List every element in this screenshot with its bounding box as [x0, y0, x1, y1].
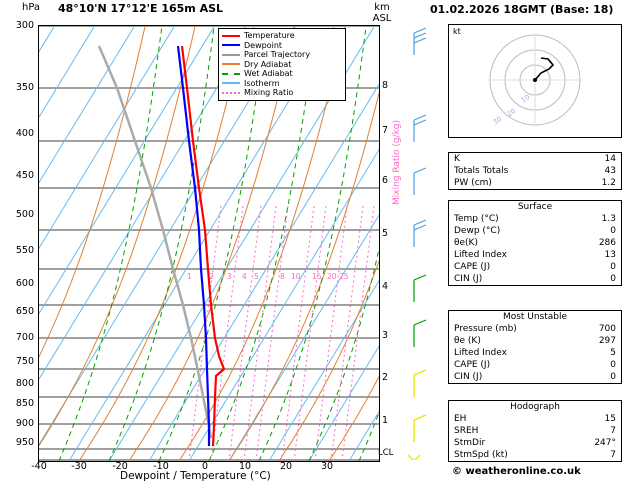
value-surface-temp: 1.3	[601, 214, 616, 224]
svg-text:10: 10	[291, 272, 301, 281]
mixing-ratio-axis-title: Mixing Ratio (g/kg)	[392, 119, 402, 205]
label-mu-pressure: Pressure (mb)	[454, 324, 517, 334]
ytick-400: 400	[15, 128, 34, 139]
svg-text:25: 25	[339, 272, 349, 281]
svg-text:10: 10	[519, 92, 532, 105]
row-surface-lifted-index	[449, 249, 621, 261]
most-unstable-title: Most Unstable	[502, 312, 568, 322]
label-mu-theta-e: θe (K)	[454, 336, 481, 346]
svg-text:30: 30	[491, 114, 504, 127]
kmtick-1: 1	[382, 415, 389, 426]
legend-item-dry-adiabat	[222, 60, 342, 70]
label-pw: PW (cm)	[454, 178, 492, 188]
legend-swatch-mixing-ratio	[222, 92, 240, 94]
row-surface-cin	[449, 273, 621, 285]
row-surface-cape	[449, 261, 621, 273]
row-mu-theta-e	[449, 335, 621, 347]
value-mu-cin: 0	[610, 372, 616, 382]
legend-label-wet-adiabat: Wet Adiabat	[244, 69, 293, 78]
wind-barb-column	[396, 25, 440, 460]
hodograph-table	[448, 400, 622, 462]
label-surface-cin: CIN (J)	[454, 274, 483, 284]
legend-swatch-wet-adiabat	[222, 73, 240, 75]
row-stmspd	[449, 449, 621, 461]
hodograph-table-title: Hodograph	[510, 402, 560, 412]
ytick-350: 350	[15, 82, 34, 93]
value-k: 14	[604, 154, 616, 164]
value-surface-lifted-index: 13	[604, 250, 616, 260]
value-stmspd: 7	[610, 450, 616, 460]
svg-text:8: 8	[280, 272, 285, 281]
row-pw	[449, 177, 621, 189]
legend-label-temperature: Temperature	[244, 31, 295, 40]
label-mu-cape: CAPE (J)	[454, 360, 491, 370]
value-stmdir: 247°	[594, 438, 616, 448]
hodograph-unit-label: kt	[453, 27, 461, 36]
svg-text:15: 15	[312, 272, 322, 281]
label-surface-temp: Temp (°C)	[454, 214, 499, 224]
value-mu-pressure: 700	[598, 324, 616, 334]
ytick-900: 900	[15, 418, 34, 429]
ytick-750: 750	[15, 356, 34, 367]
xtick--40: -40	[31, 461, 47, 472]
most-unstable-table	[448, 310, 622, 384]
kmtick-7: 7	[382, 125, 389, 136]
label-k: K	[454, 154, 460, 164]
lcl-label: LCL	[378, 448, 394, 458]
hodograph-panel	[448, 24, 622, 138]
height-axis-unit-asl: ASL	[372, 13, 392, 24]
legend-swatch-isotherm	[222, 82, 240, 84]
station-title: 48°10'N 17°12'E 165m ASL	[58, 2, 224, 15]
legend-swatch-temperature	[222, 35, 240, 37]
row-stmdir	[449, 437, 621, 449]
kmtick-2: 2	[382, 372, 389, 383]
label-eh: EH	[454, 414, 467, 424]
x-axis-title: Dewpoint / Temperature (°C)	[120, 470, 271, 482]
ytick-700: 700	[15, 332, 34, 343]
legend-swatch-parcel	[222, 54, 240, 56]
value-surface-dewp: 0	[610, 226, 616, 236]
height-axis-unit-km: km	[374, 2, 390, 13]
xtick-20: 20	[279, 461, 293, 472]
xtick-10: 10	[238, 461, 252, 472]
pressure-axis-unit: hPa	[22, 2, 41, 13]
row-surface-theta-e	[449, 237, 621, 249]
kmtick-8: 8	[382, 80, 389, 91]
ytick-650: 650	[15, 306, 34, 317]
value-surface-cape: 0	[610, 262, 616, 272]
value-surface-theta-e: 286	[598, 238, 616, 248]
row-k	[449, 153, 621, 165]
kmtick-5: 5	[382, 228, 389, 239]
ytick-600: 600	[15, 278, 34, 289]
svg-text:20: 20	[505, 106, 518, 119]
legend-item-mixing-ratio	[222, 88, 342, 98]
wind-barbs-svg	[396, 25, 440, 460]
row-mu-pressure	[449, 323, 621, 335]
label-surface-theta-e: θe(K)	[454, 238, 478, 248]
row-totals-totals	[449, 165, 621, 177]
xtick--10: -10	[153, 461, 169, 472]
legend-item-dewpoint	[222, 41, 342, 51]
xtick--20: -20	[112, 461, 128, 472]
datetime-title: 01.02.2026 18GMT (Base: 18)	[430, 3, 614, 16]
copyright-credit: © weatheronline.co.uk	[452, 466, 581, 477]
surface-table	[448, 200, 622, 286]
value-mu-cape: 0	[610, 360, 616, 370]
label-totals-totals: Totals Totals	[454, 166, 509, 176]
legend-item-parcel	[222, 50, 342, 60]
value-pw: 1.2	[601, 178, 616, 188]
label-sreh: SREH	[454, 426, 479, 436]
label-stmspd: StmSpd (kt)	[454, 450, 508, 460]
kmtick-6: 6	[382, 175, 389, 186]
row-eh	[449, 413, 621, 425]
row-mu-lifted-index	[449, 347, 621, 359]
svg-text:20: 20	[327, 272, 337, 281]
label-mu-lifted-index: Lifted Index	[454, 348, 507, 358]
value-eh: 15	[604, 414, 616, 424]
legend-label-isotherm: Isotherm	[244, 78, 280, 88]
legend-item-isotherm	[222, 79, 342, 89]
row-sreh	[449, 425, 621, 437]
xtick-0: 0	[201, 461, 209, 472]
svg-text:1: 1	[187, 272, 192, 281]
label-surface-cape: CAPE (J)	[454, 262, 491, 272]
row-mu-cin	[449, 371, 621, 383]
ytick-450: 450	[15, 170, 34, 181]
row-mu-cape	[449, 359, 621, 371]
label-stmdir: StmDir	[454, 438, 486, 448]
xtick--30: -30	[71, 461, 87, 472]
surface-table-title: Surface	[517, 202, 553, 212]
ytick-950: 950	[15, 437, 34, 448]
value-sreh: 7	[610, 426, 616, 436]
value-mu-theta-e: 297	[598, 336, 616, 346]
legend-label-parcel: Parcel Trajectory	[244, 50, 311, 59]
legend-label-mixing-ratio: Mixing Ratio	[244, 88, 294, 97]
svg-text:5: 5	[254, 272, 259, 281]
legend-label-dry-adiabat: Dry Adiabat	[244, 59, 292, 69]
ytick-850: 850	[15, 398, 34, 409]
hodograph-svg	[449, 25, 619, 135]
row-surface-temp	[449, 213, 621, 225]
label-surface-lifted-index: Lifted Index	[454, 250, 507, 260]
value-totals-totals: 43	[604, 166, 616, 176]
svg-text:2: 2	[209, 272, 214, 281]
height-axis-unit	[368, 2, 396, 24]
svg-text:4: 4	[242, 272, 247, 281]
value-surface-cin: 0	[610, 274, 616, 284]
ytick-500: 500	[15, 209, 34, 220]
xtick-30: 30	[320, 461, 334, 472]
ytick-300: 300	[15, 20, 34, 31]
label-surface-dewp: Dewp (°C)	[454, 226, 501, 236]
svg-text:3: 3	[227, 272, 232, 281]
legend-swatch-dewpoint	[222, 44, 240, 46]
indices-table	[448, 152, 622, 190]
legend-label-dewpoint: Dewpoint	[244, 40, 283, 50]
chart-legend	[218, 28, 346, 101]
legend-item-wet-adiabat	[222, 69, 342, 79]
value-mu-lifted-index: 5	[610, 348, 616, 358]
legend-item-temperature	[222, 31, 342, 41]
label-mu-cin: CIN (J)	[454, 372, 483, 382]
ytick-800: 800	[15, 378, 34, 389]
row-surface-dewp	[449, 225, 621, 237]
kmtick-4: 4	[382, 281, 389, 292]
ytick-550: 550	[15, 245, 34, 256]
legend-swatch-dry-adiabat	[222, 63, 240, 65]
kmtick-3: 3	[382, 330, 389, 341]
